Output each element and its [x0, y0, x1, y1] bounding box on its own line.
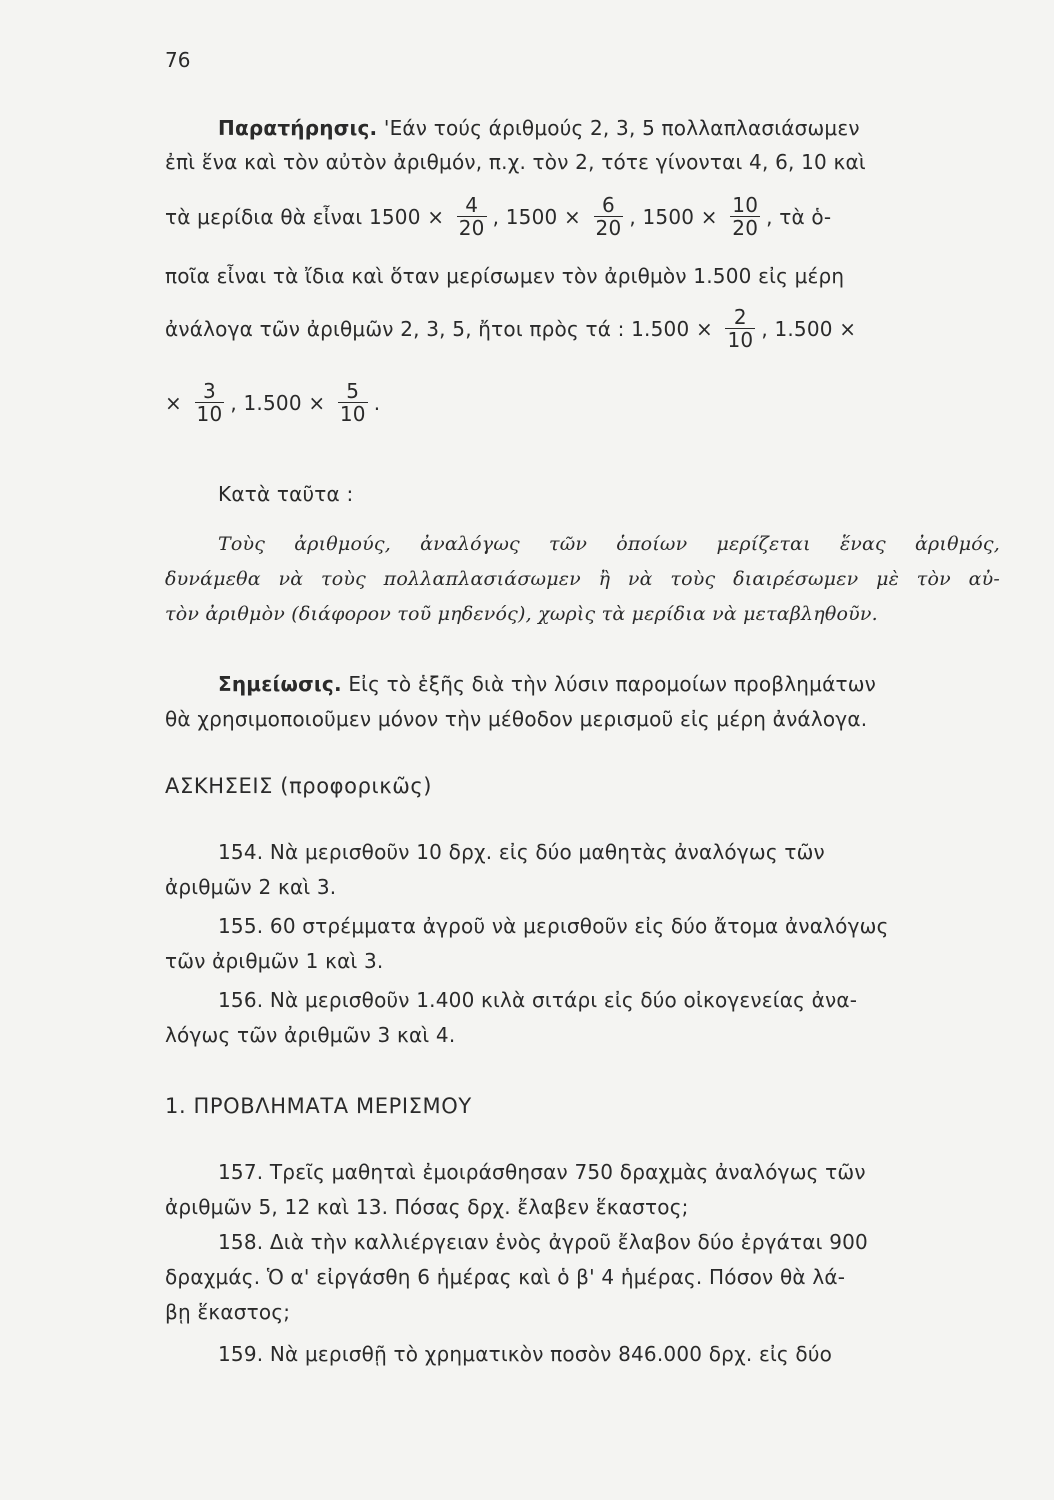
rule-line-3: τὸν ἀριθμὸν (διάφορον τοῦ μηδενός), χωρὶς τὰ μερίδια νὰ μεταβληθοῦν. — [165, 603, 878, 625]
exercise-154-line-1: 154. Νὰ μερισθοῦν 10 δρχ. εἰς δύο μαθητὰς ἀναλόγως τῶν — [218, 840, 825, 864]
exercise-155-line-2: τῶν ἀριθμῶν 1 καὶ 3. — [165, 949, 384, 973]
problems-heading: 1. ΠΡΟΒΛΗΜΑΤΑ ΜΕΡΙΣΜΟΥ — [165, 1094, 472, 1118]
rule-line-1: Τοὺς ἀριθμούς, ἀναλόγως τῶν ὁποίων μερίζεται ἕνας ἀριθμός, — [218, 533, 1000, 555]
observation-line-1 — [218, 114, 1000, 142]
problem-157-line-1: 157. Τρεῖς μαθηταὶ ἐμοιράσθησαν 750 δραχμὰς ἀναλόγως τῶν — [218, 1160, 866, 1184]
problem-158-line-2: δραχμάς. Ὁ α' εἰργάσθη 6 ἡμέρας καὶ ὁ β' 4 ἡμέρας. Πόσον θὰ λά- — [165, 1265, 846, 1289]
line5-prefix: ἀνάλογα τῶν ἀριθμῶν 2, 3, 5, ἤτοι πρὸς τά : 1.500 × — [165, 317, 713, 341]
fraction-numerator: 10 — [732, 193, 759, 217]
fraction-denominator: 10 — [196, 402, 223, 426]
note-text-1: Εἰς τὸ ἑξῆς διὰ τὴν λύσιν παρομοίων προβλημάτων — [348, 672, 877, 696]
fraction-denominator: 20 — [458, 216, 485, 240]
fraction-denominator: 20 — [732, 216, 759, 240]
fraction-5-10 — [338, 380, 368, 425]
fraction-numerator: 6 — [594, 194, 624, 217]
note-label: Σημείωσις. — [218, 672, 342, 696]
fraction-numerator: 5 — [338, 380, 368, 403]
observation-line-4: ποῖα εἶναι τὰ ἴδια καὶ ὅταν μερίσωμεν τὸν ἀριθμὸν 1.500 εἰς μέρη — [165, 264, 845, 288]
line5-suffix: , 1.500 × — [761, 317, 857, 341]
page-number: 76 — [165, 48, 191, 72]
fraction-numerator: 3 — [195, 380, 225, 403]
observation-label: Παρατήρησις. — [218, 116, 378, 140]
fraction-4-20 — [457, 194, 487, 239]
observation-line-6 — [165, 379, 1000, 427]
fraction-numerator: 4 — [457, 194, 487, 217]
fraction-6-20 — [594, 194, 624, 239]
line3-suffix: , τὰ ὁ- — [766, 205, 832, 229]
line6-prefix: × — [165, 391, 182, 415]
rule-line-2: δυνάμεθα νὰ τοὺς πολλαπλασιάσωμεν ἢ νὰ τοὺς διαιρέσωμεν μὲ τὸν αὐ- — [165, 568, 1000, 590]
exercise-154-line-2: ἀριθμῶν 2 καὶ 3. — [165, 875, 337, 899]
exercise-155-line-1: 155. 60 στρέμματα ἀγροῦ νὰ μερισθοῦν εἰς δύο ἄτομα ἀναλόγως — [218, 914, 889, 938]
line3-sep-1: , 1500 × — [492, 205, 581, 229]
line6-mid: , 1.500 × — [230, 391, 326, 415]
fraction-10-20 — [730, 194, 760, 239]
problem-158-line-3: βῃ ἕκαστος; — [165, 1300, 291, 1324]
fraction-2-10 — [725, 306, 755, 351]
problem-158-line-1: 158. Διὰ τὴν καλλιέργειαν ἑνὸς ἀγροῦ ἔλαβον δύο ἐργάται 900 — [218, 1230, 868, 1254]
fraction-denominator: 10 — [727, 328, 754, 352]
observation-line-3 — [165, 193, 1000, 241]
note-line-2: θὰ χρησιμοποιοῦμεν μόνον τὴν μέθοδον μερισμοῦ εἰς μέρη ἀνάλογα. — [165, 707, 868, 731]
observation-line-5 — [165, 305, 1000, 353]
accordingly-heading: Κατὰ ταῦτα : — [218, 482, 354, 506]
fraction-denominator: 20 — [595, 216, 622, 240]
exercise-156-line-1: 156. Νὰ μερισθοῦν 1.400 κιλὰ σιτάρι εἰς δύο οἰκογενείας ἀνα- — [218, 988, 858, 1012]
fraction-numerator: 2 — [725, 306, 755, 329]
observation-line-2: ἐπὶ ἕνα καὶ τὸν αὐτὸν ἀριθμόν, π.χ. τὸν 2, τότε γίνονται 4, 6, 10 καὶ — [165, 150, 866, 174]
line3-sep-2: , 1500 × — [629, 205, 718, 229]
fraction-denominator: 10 — [339, 402, 366, 426]
exercise-156-line-2: λόγως τῶν ἀριθμῶν 3 καὶ 4. — [165, 1023, 456, 1047]
line3-prefix: τὰ μερίδια θὰ εἶναι 1500 × — [165, 205, 445, 229]
problem-157-line-2: ἀριθμῶν 5, 12 καὶ 13. Πόσας δρχ. ἔλαβεν ἕκαστος; — [165, 1195, 689, 1219]
line6-suffix: . — [373, 391, 381, 415]
observation-text-1: 'Εάν τούς άριθμούς 2, 3, 5 πολλαπλασιάσωμεν — [383, 116, 860, 140]
note-line-1 — [218, 670, 1000, 698]
fraction-3-10 — [195, 380, 225, 425]
problem-159-line-1: 159. Νὰ μερισθῇ τὸ χρηματικὸν ποσὸν 846.000 δρχ. εἰς δύο — [218, 1342, 833, 1366]
exercises-heading: ΑΣΚΗΣΕΙΣ (προφορικῶς) — [165, 774, 433, 798]
